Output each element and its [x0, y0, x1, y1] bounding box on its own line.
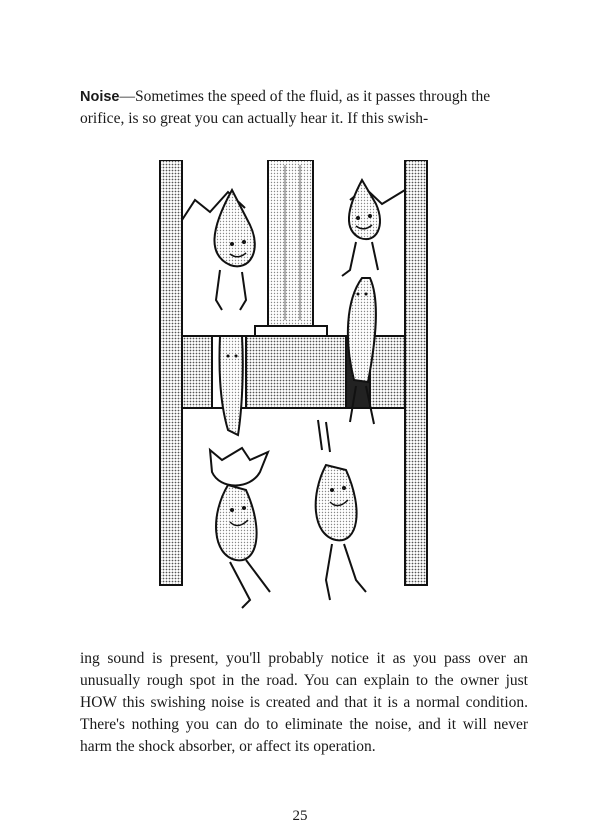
- intro-paragraph: [80, 86, 528, 130]
- right-cylinder-wall: [405, 160, 427, 585]
- left-cylinder-wall: [160, 160, 182, 585]
- fluid-drops-illustration: [150, 160, 450, 620]
- page-number: 25: [292, 808, 308, 824]
- noise-heading: Noise: [80, 89, 120, 105]
- piston-rod: [268, 160, 313, 328]
- intro-text: —Sometimes the speed of the fluid, as it passes through the orifice, is so great you can actually hear it. If this swish-: [80, 88, 491, 127]
- continuation-paragraph: ing sound is present, you'll probably notice it as you pass over an unusually rough spot in the road. You can explain to the owner just HOW this swishing noise is created and that it is a normal condition. There's nothing you can do to eliminate the noise, and it will never harm the shock absorber, or affect its operation.: [80, 650, 528, 755]
